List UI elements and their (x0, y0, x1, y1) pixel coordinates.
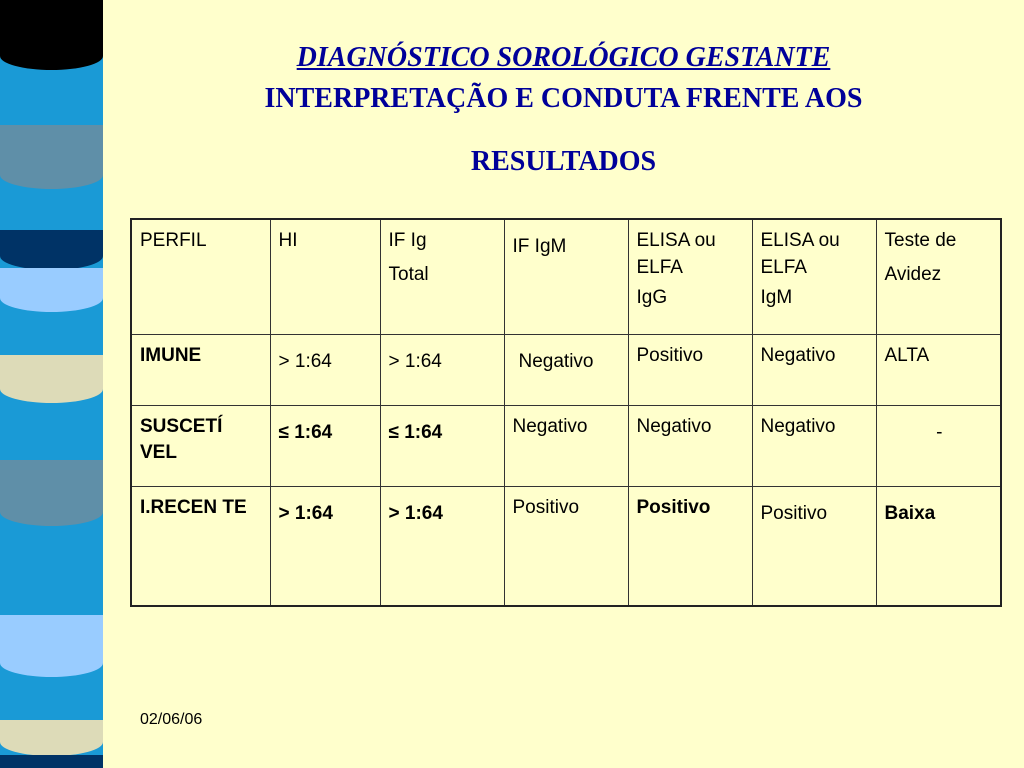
table-cell: > 1:64 (270, 335, 380, 406)
table-cell: > 1:64 (380, 335, 504, 406)
band-stripe (0, 720, 103, 756)
table-cell: > 1:64 (270, 487, 380, 607)
header-cell: PERFIL (131, 219, 270, 335)
table-row (131, 406, 1001, 487)
header-cell: HI (270, 219, 380, 335)
table-row (131, 335, 1001, 406)
title-line-3: RESULTADOS (470, 146, 657, 177)
band-stripe (0, 355, 103, 403)
band-stripe (0, 0, 103, 70)
table-cell: Negativo (752, 406, 876, 487)
serology-table (130, 218, 1002, 607)
table-cell: IMUNE (131, 335, 270, 406)
table-cell: SUSCETÍ VEL (131, 406, 270, 487)
table-cell: ALTA (876, 335, 1001, 406)
footer-date: 02/06/06 (140, 711, 203, 728)
band-stripe (0, 230, 103, 270)
band-stripe (0, 125, 103, 189)
decorative-side-band (0, 0, 103, 768)
band-stripe (0, 615, 103, 677)
header-cell: ELISA ou ELFA IgG (628, 219, 752, 335)
table-cell: ≤ 1:64 (380, 406, 504, 487)
band-stripe (0, 755, 103, 768)
header-cell: IF IgM (504, 219, 628, 335)
table-cell: - (876, 406, 1001, 487)
table-cell: > 1:64 (380, 487, 504, 607)
table-row (131, 487, 1001, 607)
table-cell: Negativo (504, 335, 628, 406)
table-cell: I.RECEN TE (131, 487, 270, 607)
table-cell: Negativo (752, 335, 876, 406)
header-cell: IF Ig Total (380, 219, 504, 335)
table-cell: Positivo (504, 487, 628, 607)
header-cell: ELISA ou ELFA IgM (752, 219, 876, 335)
table-cell: Positivo (628, 335, 752, 406)
table-cell: Negativo (504, 406, 628, 487)
table-cell: Baixa (876, 487, 1001, 607)
title-line-1: DIAGNÓSTICO SOROLÓGICO GESTANTE (296, 42, 831, 73)
table-header-row (131, 219, 1001, 335)
table-cell: Positivo (752, 487, 876, 607)
table-cell: Negativo (628, 406, 752, 487)
table-cell: ≤ 1:64 (270, 406, 380, 487)
table-cell: Positivo (628, 487, 752, 607)
header-cell: Teste de Avidez (876, 219, 1001, 335)
band-stripe (0, 268, 103, 312)
band-stripe (0, 460, 103, 526)
title-line-2: INTERPRETAÇÃO E CONDUTA FRENTE AOS (264, 83, 863, 114)
